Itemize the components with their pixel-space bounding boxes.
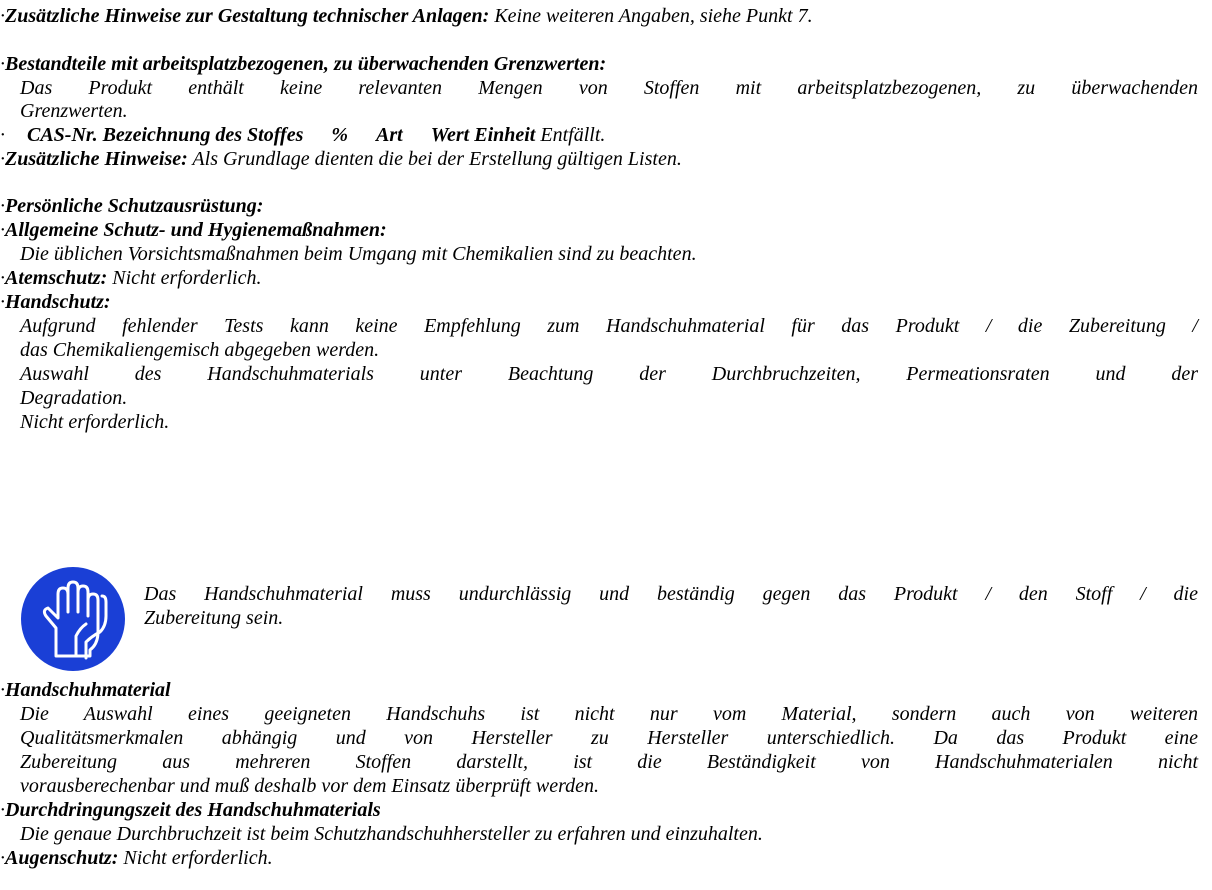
cas-value: Entfällt. xyxy=(535,124,606,146)
heading: Augenschutz: xyxy=(5,847,119,869)
body-text: Als Grundlage dienten die bei der Erstellung gültigen Listen. xyxy=(187,148,682,170)
technical-facilities-note xyxy=(0,4,813,28)
cas-col-percent: % xyxy=(331,124,349,146)
cas-col-name: CAS-Nr. Bezeichnung des Stoffes xyxy=(27,124,304,146)
bullet: · xyxy=(0,799,5,821)
cas-col-value-unit: Wert Einheit xyxy=(430,124,536,146)
bullet: · xyxy=(0,124,5,146)
heading: Durchdringungszeit des Handschuhmaterials xyxy=(5,799,381,821)
bullet: · xyxy=(0,53,5,75)
cas-table-header xyxy=(0,123,605,147)
heading: Allgemeine Schutz- und Hygienemaßnahmen: xyxy=(5,219,387,241)
glove-selection-text: Auswahl des Handschuhmaterials unter Beachtung der Durchbruchzeiten, Permeationsraten und der xyxy=(20,363,1198,385)
heading: Bestandteile mit arbeitsplatzbezogenen, zu überwachenden Grenzwerten: xyxy=(5,53,607,75)
bullet: · xyxy=(0,219,5,241)
hand-protection-text-cont: das Chemikaliengemisch abgegeben werden. xyxy=(20,339,380,361)
heading: Atemschutz: xyxy=(5,267,108,289)
glove-material-text-4: vorausberechenbar und muß deshalb vor dem Einsatz überprüft werden. xyxy=(20,775,600,797)
glove-material-heading xyxy=(0,678,171,702)
penetration-time-text: Die genaue Durchbruchzeit ist beim Schutzhandschuhhersteller zu erfahren und einzuhalten. xyxy=(20,823,763,845)
glove-material-text-3: Zubereitung aus mehreren Stoffen darstellt, ist die Beständigkeit von Handschuhmaterialen nicht xyxy=(20,751,1198,773)
body-text: Nicht erforderlich. xyxy=(118,847,273,869)
body-text: Keine weiteren Angaben, siehe Punkt 7. xyxy=(489,5,813,27)
bullet: · xyxy=(0,5,5,27)
hand-protection-text: Aufgrund fehlender Tests kann keine Empfehlung zum Handschuhmaterial für das Produkt / die Zubereitung / xyxy=(20,315,1198,337)
heading: Persönliche Schutzausrüstung: xyxy=(5,195,264,217)
hygiene-heading xyxy=(0,218,387,242)
heading: Handschuhmaterial xyxy=(5,679,171,701)
limit-values-text-cont: Grenzwerten. xyxy=(20,100,128,122)
body-text: Nicht erforderlich. xyxy=(107,267,262,289)
hygiene-text: Die üblichen Vorsichtsmaßnahmen beim Umgang mit Chemikalien sind zu beachten. xyxy=(20,243,697,265)
bullet: · xyxy=(0,267,5,289)
glove-material-requirement: Das Handschuhmaterial muss undurchlässig und beständig gegen das Produkt / den Stoff / die xyxy=(144,583,1198,605)
glove-material-text-1: Die Auswahl eines geeigneten Handschuhs ist nicht nur vom Material, sondern auch von weiteren xyxy=(20,703,1198,725)
glove-material-requirement-cont: Zubereitung sein. xyxy=(144,607,284,629)
respiratory-protection xyxy=(0,266,262,290)
not-required-text: Nicht erforderlich. xyxy=(20,411,170,433)
additional-notes xyxy=(0,147,682,171)
hand-protection-heading xyxy=(0,290,111,314)
bullet: · xyxy=(0,148,5,170)
limit-values-text: Das Produkt enthält keine relevanten Mengen von Stoffen mit arbeitsplatzbezogenen, zu überwachenden xyxy=(20,77,1198,99)
bullet: · xyxy=(0,847,5,869)
ppe-heading xyxy=(0,194,263,218)
bullet: · xyxy=(0,291,5,313)
heading: Handschutz: xyxy=(5,291,111,313)
bullet: · xyxy=(0,679,5,701)
penetration-time-heading xyxy=(0,798,381,822)
glove-material-text-2: Qualitätsmerkmalen abhängig und von Hersteller zu Hersteller unterschiedlich. Da das Produkt eine xyxy=(20,727,1198,749)
eye-protection xyxy=(0,846,273,870)
heading: Zusätzliche Hinweise: xyxy=(5,148,188,170)
heading: Zusätzliche Hinweise zur Gestaltung technischer Anlagen: xyxy=(5,5,490,27)
glove-selection-text-cont: Degradation. xyxy=(20,387,128,409)
bullet: · xyxy=(0,195,5,217)
limit-values-heading xyxy=(0,52,606,76)
glove-icon xyxy=(20,566,126,672)
cas-col-type: Art xyxy=(376,124,403,146)
